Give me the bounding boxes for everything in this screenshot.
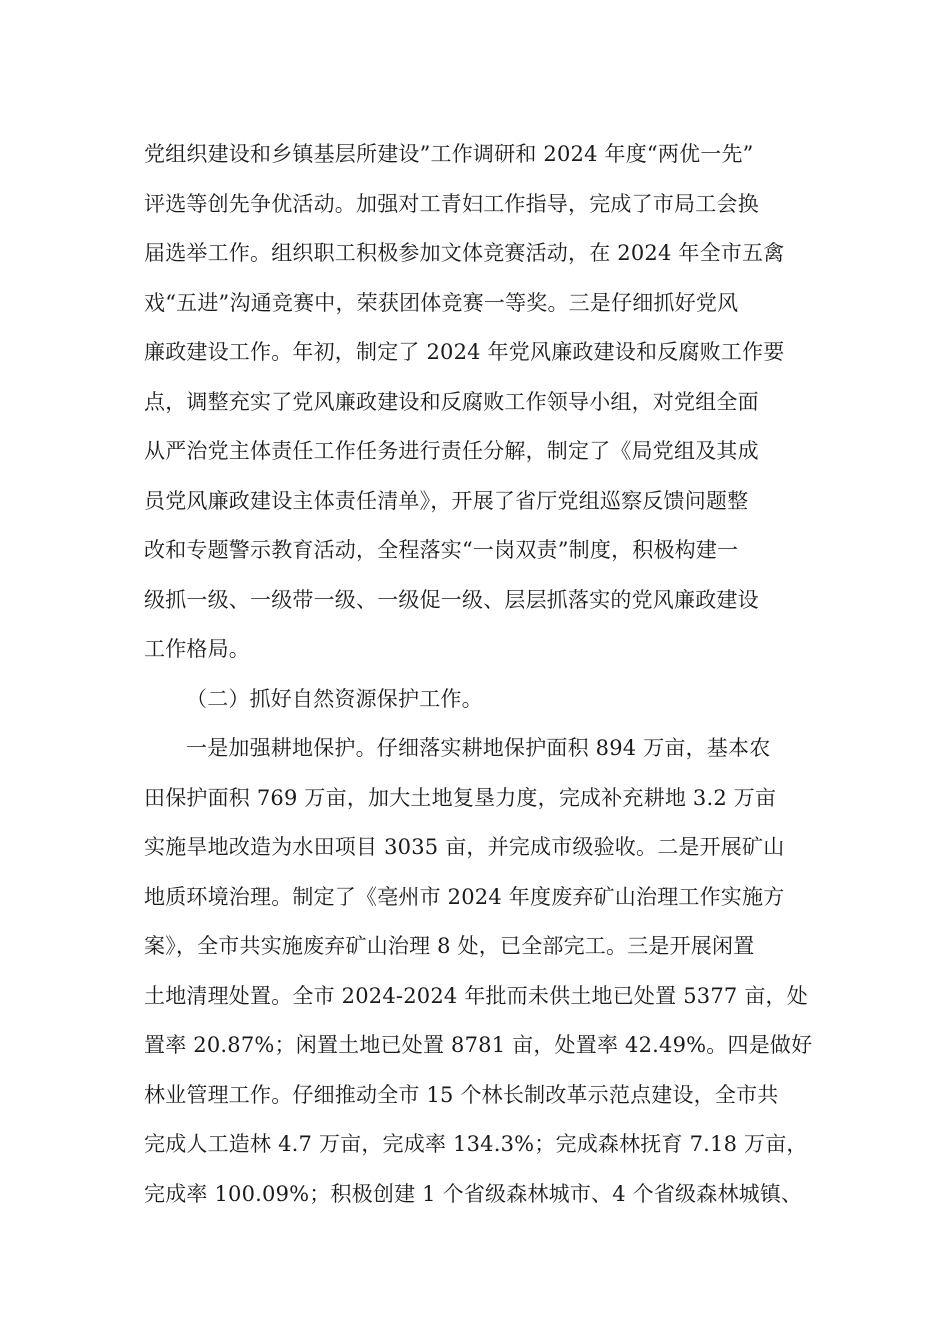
text-line: 完成人工造林 4.7 万亩，完成率 134.3%；完成森林抚育 7.18 万亩， (144, 1132, 808, 1156)
text-line: 党组织建设和乡镇基层所建设”工作调研和 2024 年度“两优一先” (144, 142, 754, 166)
text-line: 改和专题警示教育活动，全程落实“一岗双责”制度，积极构建一 (144, 538, 739, 562)
text-line: 从严治党主体责任工作任务进行责任分解，制定了《局党组及其成 (144, 439, 759, 463)
text-line: 廉政建设工作。年初，制定了 2024 年党风廉政建设和反腐败工作要 (144, 340, 785, 364)
text-line: 田保护面积 769 万亩，加大土地复垦力度，完成补充耕地 3.2 万亩 (144, 785, 777, 810)
section-heading: （二）抓好自然资源保护工作。 (186, 686, 483, 711)
text-line: 置率 20.87%；闲置土地已处置 8781 亩，处置率 42.49%。四是做好 (144, 1033, 813, 1057)
text-line: 评选等创先争优活动。加强对工青妇工作指导，完成了市局工会换 (144, 191, 759, 216)
paragraph-party-building (144, 130, 824, 675)
text-line: 案》，全市共实施废弃矿山治理 8 处，已全部完工。三是开展闲置 (144, 934, 755, 958)
text-line: 实施旱地改造为水田项目 3035 亩，并完成市级验收。二是开展矿山 (144, 835, 785, 859)
text-line: 员党风廉政建设主体责任清单》，开展了省厅党组巡察反馈问题整 (144, 488, 749, 513)
document-body (144, 130, 824, 1219)
text-line: 土地清理处置。全市 2024-2024 年批而未供土地已处置 5377 亩，处 (144, 983, 808, 1008)
text-line: 林业管理工作。仔细推动全市 15 个林长制改革示范点建设，全市共 (144, 1082, 779, 1107)
text-line: 戏“五进”沟通竞赛中，荣获团体竞赛一等奖。三是仔细抓好党风 (144, 290, 739, 315)
text-line: 一是加强耕地保护。仔细落实耕地保护面积 894 万亩，基本农 (186, 736, 771, 760)
text-line: 级抓一级、一级带一级、一级促一级、层层抓落实的党风廉政建设 (144, 587, 759, 612)
text-line: 地质环境治理。制定了《亳州市 2024 年度废弃矿山治理工作实施方 (144, 884, 785, 909)
paragraph-resource-protection (144, 724, 824, 1219)
text-line: 届选举工作。组织职工积极参加文体竞赛活动，在 2024 年全市五禽 (144, 241, 785, 265)
text-line: 完成率 100.09%；积极创建 1 个省级森林城市、4 个省级森林城镇、 (144, 1181, 803, 1206)
text-line: 点，调整充实了党风廉政建设和反腐败工作领导小组，对党组全面 (144, 389, 759, 414)
text-line: 工作格局。 (144, 637, 250, 661)
